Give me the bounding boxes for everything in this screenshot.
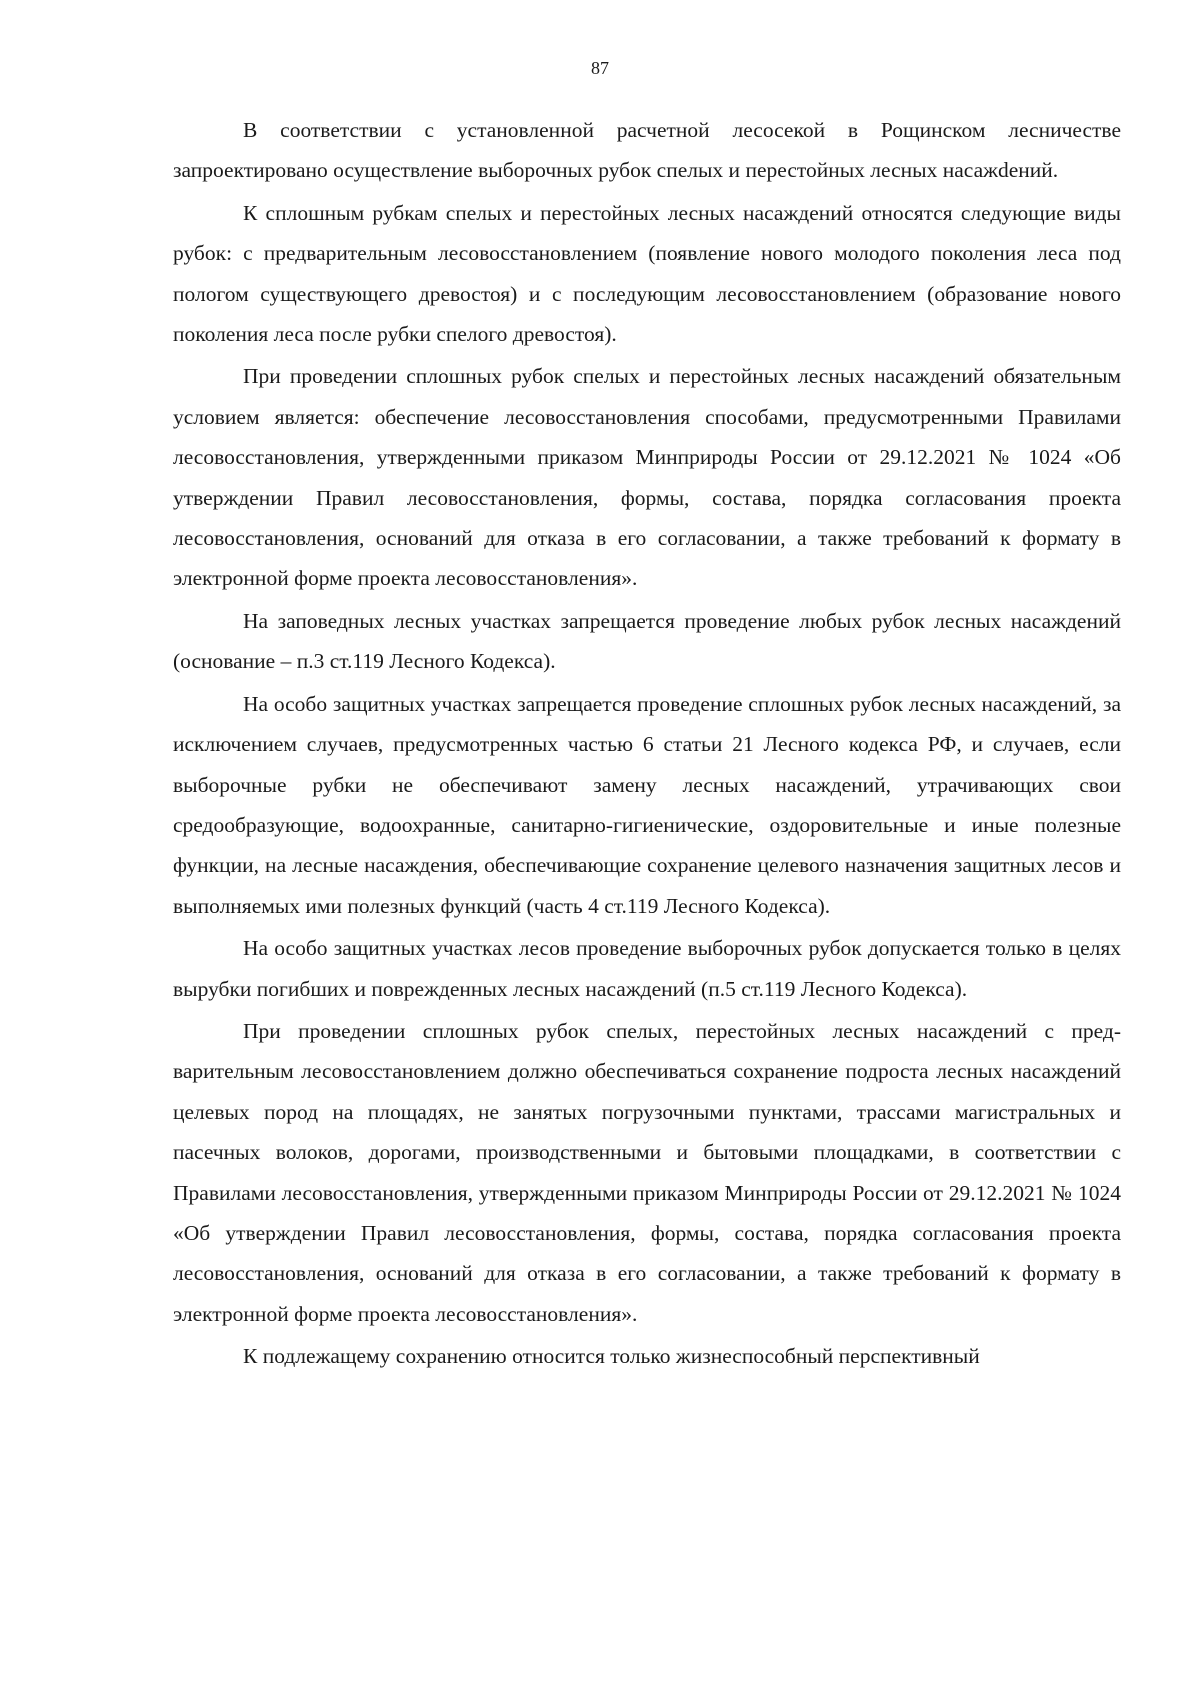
paragraph-3: При проведении сплошных рубок спелых и перестойных лесных насаждений обязательным условием является: обеспечение лесовосстановления способами, предусмотренными Правилами лесовосстановления, утвержденными приказом Минприроды России от 29.12.2021 № 1024 «Об утверждении Правил лесовосстановления, формы, состава, порядка согласования проекта лесовосстановления, оснований для отказа в его согласовании, а также требований к формату в электронной форме проекта лесовосстановления». — [173, 364, 1121, 591]
paragraph-6: На особо защитных участках лесов проведение выборочных рубок допускается только в целях вырубки погибших и поврежденных лесных насаждений (п.5 ст.119 Лесного Кодекса). — [173, 936, 1121, 1001]
paragraph-5: На особо защитных участках запрещается проведение сплошных рубок лесных насаждений, за исключением случаев, предусмотренных частью 6 статьи 21 Лесного кодекса РФ, и случаев, если выборочные рубки не обеспечивают замену лесных насаждений, утрачивающих свои средообразующие, водоохранные, санитарно-гигиенические, оздоровительные и иные полезные функции, на лесные насаждения, обеспечивающие сохранение целевого назначения защитных лесов и выполняемых ими полезных функций (часть 4 ст.119 Лесного Кодекса). — [173, 691, 1121, 918]
paragraph-8: К подлежащему сохранению относится только жизнеспособный перспективный — [243, 1344, 980, 1369]
page-number: 87 — [591, 58, 609, 78]
paragraph-7: При проведении сплошных рубок спелых, перестойных лесных насаждений с предварительным лесовосстановлением должно обеспечиваться сохранение подроста лесных насаждений целевых пород на площадях, не занятых погрузочными пунктами, трассами магистральных и пасечных волоков, дорогами, производственными и бытовыми площадками, в соответствии с Правилами лесовосстановления, утвержденными приказом Минприроды России от 29.12.2021 № 1024 «Об утверждении Правил лесовосстановления, формы, состава, порядка согласования проекта лесовосстановления, оснований для отказа в его согласовании, а также требований к формату в электронной форме проекта лесовосстановления». — [173, 1018, 1121, 1326]
paragraph-1: В соответствии с установленной расчетной лесосекой в Рощинском лесничестве запроектировано осуществление выборочных рубок спелых и перестойных лесных насажdений. — [173, 118, 1121, 183]
document-body — [173, 110, 1121, 1377]
paragraph-2: К сплошным рубкам спелых и перестойных лесных насаждений относятся следующие виды рубок: с предварительным лесовосстановлением (появление нового молодого поколения леса под пологом существующего древостоя) и с последующим лесовосстановлением (образование нового поколения леса после рубки спелого древостоя). — [173, 200, 1121, 347]
paragraph-4: На заповедных лесных участках запрещается проведение любых рубок лесных насаждений (основание – п.3 ст.119 Лесного Кодекса). — [173, 608, 1121, 674]
